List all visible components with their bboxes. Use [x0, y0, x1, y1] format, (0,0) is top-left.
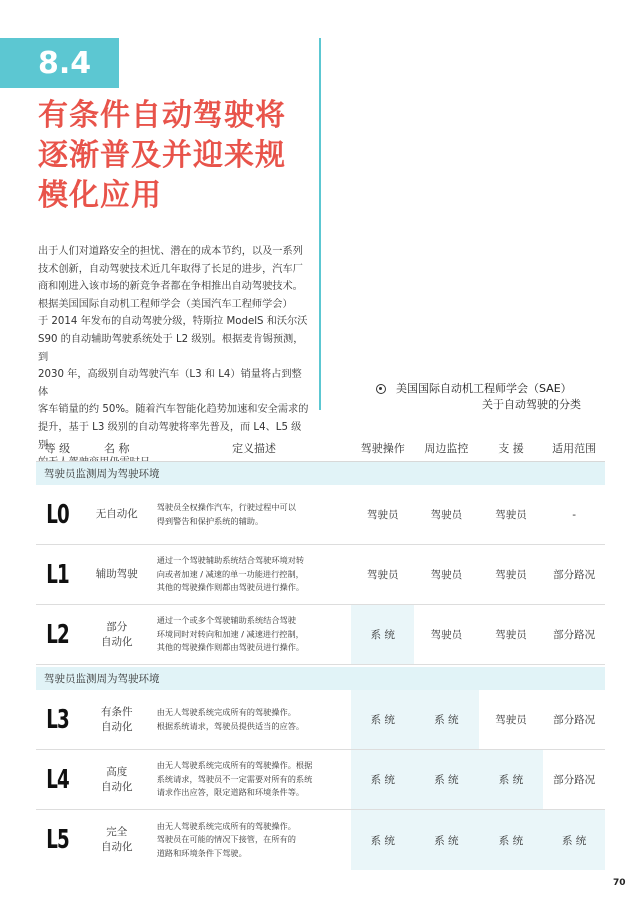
accent-divider: [319, 38, 321, 410]
table-caption: [376, 381, 616, 413]
header-level: 等 级: [44, 441, 71, 455]
title-line: 逐渐普及并迎来规: [38, 138, 286, 173]
definition-line: 驾驶员全权操作汽车，行驶过程中可以: [156, 502, 296, 512]
page-number: 70: [613, 878, 626, 888]
level-code: L2: [45, 619, 69, 650]
caption-line: 关于自动驾驶的分类: [482, 398, 581, 411]
body-line: 提升，基于 L3 级别的自动驾驶将率先普及，而 L4、L5 级别: [38, 421, 302, 451]
definition-line: 由无人驾驶系统完成所有的驾驶操作。: [156, 820, 296, 831]
definition-line: 道路和环境条件下驾驶。: [156, 847, 247, 858]
monitoring-cell: 系 统: [414, 690, 479, 749]
level-definition: [155, 605, 352, 664]
level-name: [79, 485, 155, 544]
header-definition: 定义描述: [232, 441, 277, 455]
level-name-line: 无自动化: [95, 508, 138, 520]
definition-line: 通过一个或多个驾驶辅助系统结合驾驶: [156, 615, 296, 626]
level-name: [79, 690, 155, 749]
table-header: [36, 434, 605, 462]
level-name-line: 高度: [106, 765, 128, 778]
operation-cell: 系 统: [351, 605, 414, 664]
table-row: [36, 810, 605, 870]
level-code: L0: [45, 499, 69, 530]
monitoring-cell: 驾驶员: [430, 509, 463, 521]
page-title: [38, 96, 308, 216]
scope-cell: 部分路况: [553, 714, 596, 726]
sae-levels-table: [36, 434, 605, 870]
level-definition: [155, 750, 352, 809]
header-scope: 适用范围: [552, 441, 597, 455]
level-code: L4: [45, 764, 69, 795]
header-name: 名 称: [103, 441, 130, 455]
title-line: 有条件自动驾驶将: [38, 98, 286, 133]
definition-line: 由无人驾驶系统完成所有的驾驶操作。根据: [156, 760, 313, 771]
level-name-line: 自动化: [100, 635, 133, 648]
monitoring-cell: 系 统: [414, 750, 479, 809]
support-cell: 驾驶员: [495, 629, 527, 641]
definition-line: 得到警告和保护系统的辅助。: [156, 515, 264, 526]
operation-cell: 驾驶员: [367, 569, 399, 581]
table-row: [36, 545, 605, 605]
level-name-line: 完全: [106, 826, 128, 838]
monitoring-cell: 驾驶员: [430, 569, 463, 581]
scope-cell: 部分路况: [553, 569, 596, 581]
level-code: L1: [45, 559, 69, 590]
body-line: 出于人们对道路安全的担忧、潜在的成本节约，以及一系列: [38, 246, 303, 257]
support-cell: 驾驶员: [495, 509, 527, 521]
support-cell: 驾驶员: [495, 569, 527, 581]
scope-cell: 系 统: [543, 810, 605, 870]
header-monitoring: 周边监控: [424, 441, 469, 455]
level-name-line: 自动化: [100, 780, 133, 793]
title-line: 模化应用: [38, 178, 162, 213]
operation-cell: 系 统: [351, 690, 414, 749]
section-number-badge: [0, 38, 119, 88]
level-name-line: 有条件: [100, 705, 133, 718]
level-name-line: 自动化: [100, 720, 133, 733]
table-row: [36, 690, 605, 750]
table-row: [36, 605, 605, 665]
level-definition: [155, 690, 352, 749]
body-line: 2030 年，高级别自动驾驶汽车（L3 和 L4）销量将占到整体: [38, 369, 302, 398]
definition-line: 请求作出应答，限定道路和环境条件等。: [156, 787, 305, 798]
support-cell: 驾驶员: [495, 714, 527, 726]
level-name: [79, 810, 155, 870]
definition-line: 系统请求，驾驶员不一定需要对所有的系统: [156, 773, 313, 784]
definition-line: 其他的驾驶操作则都由驾驶员进行操作。: [156, 582, 305, 593]
level-name: [79, 750, 155, 809]
body-line: 于 2014 年发布的自动驾驶分级，特斯拉 ModelS 和沃尔沃: [38, 316, 308, 328]
body-line: 商和刚进入该市场的新竞争者都在争相推出自动驾驶技术。: [38, 281, 303, 293]
definition-line: 其他的驾驶操作则都由驾驶员进行操作。: [156, 642, 305, 653]
scope-cell: -: [572, 508, 577, 521]
scope-cell: 部分路况: [553, 629, 596, 641]
level-code: L3: [45, 704, 69, 735]
monitoring-cell: 驾驶员: [430, 629, 463, 641]
group-label: 驾驶员监测周为驾驶环境: [36, 462, 605, 485]
definition-line: 根据系统请求，驾驶员提供适当的应答。: [156, 720, 305, 731]
level-definition: [155, 810, 352, 870]
operation-cell: 驾驶员: [367, 509, 399, 521]
scope-cell: 部分路况: [553, 774, 596, 786]
header-operation: 驾驶操作: [360, 441, 405, 455]
definition-line: 环境同时对转向和加速 / 减速进行控制，: [156, 628, 304, 639]
definition-line: 由无人驾驶系统完成所有的驾驶操作。: [156, 707, 296, 717]
monitoring-cell: 系 统: [414, 810, 479, 870]
level-name: [79, 605, 155, 664]
table-row: [36, 485, 605, 545]
level-definition: [155, 545, 352, 604]
body-line: 根据美国国际自动机工程师学会（美国汽车工程师学会）: [38, 298, 293, 310]
level-name-line: 自动化: [100, 841, 133, 853]
bullet-icon: [376, 384, 386, 394]
definition-line: 驾驶员在可能的情况下接管，在所有的: [156, 834, 296, 845]
section-number: 8.4: [38, 45, 92, 81]
operation-cell: 系 统: [351, 750, 414, 809]
body-line: 技术创新，自动驾驶技术近几年取得了长足的进步，汽车厂: [38, 263, 303, 275]
level-name: [79, 545, 155, 604]
operation-cell: 系 统: [351, 810, 414, 870]
caption-line: 美国国际自动机工程师学会（SAE）: [396, 382, 572, 395]
level-name-line: 辅助驾驶: [95, 568, 138, 580]
level-name-line: 部分: [106, 620, 128, 633]
support-cell: 系 统: [479, 750, 544, 809]
group-label: 驾驶员监测周为驾驶环境: [36, 667, 605, 690]
definition-line: 向或者加速 / 减速的单一功能进行控制，: [156, 568, 304, 579]
level-code: L5: [45, 825, 69, 855]
body-line: S90 的自动辅助驾驶系统处于 L2 级别。根据麦肯锡预测，到: [38, 333, 304, 363]
table-row: [36, 750, 605, 810]
support-cell: 系 统: [479, 810, 544, 870]
level-definition: [155, 485, 352, 544]
body-line: 客车销量的约 50%。随着汽车智能化趋势加速和安全需求的: [38, 404, 309, 416]
definition-line: 通过一个驾驶辅助系统结合驾驶环境对转: [156, 555, 305, 566]
header-support: 支 援: [498, 441, 524, 455]
